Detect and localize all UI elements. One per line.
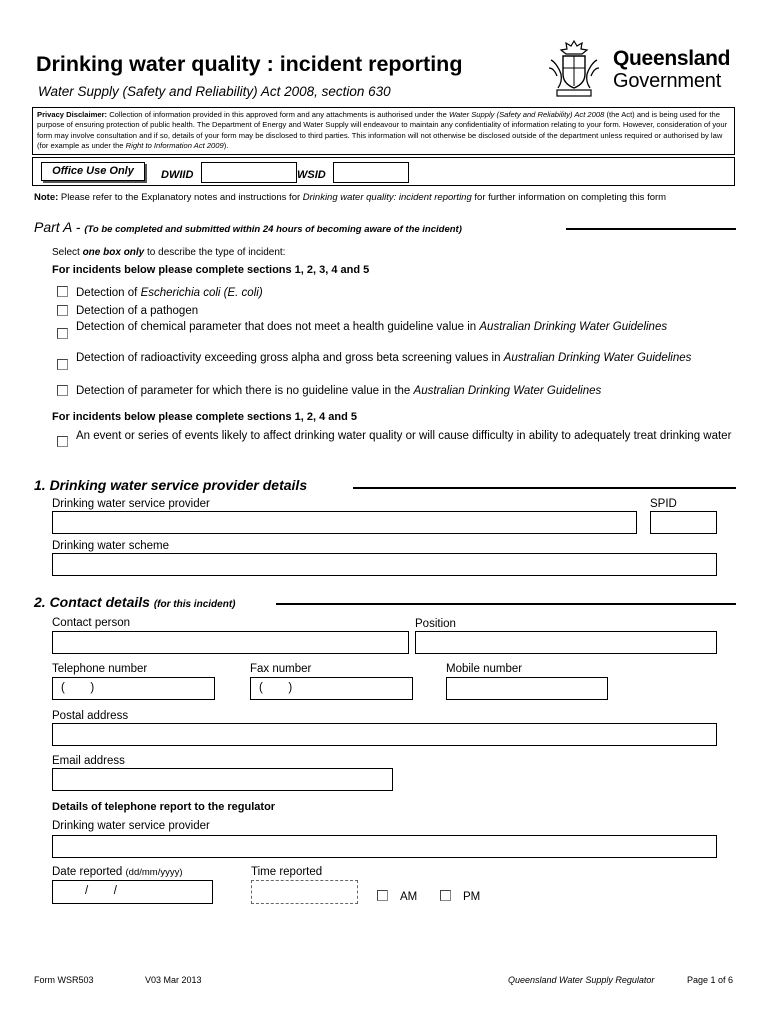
opt3-italic: Australian Drinking Water Guidelines [479, 321, 668, 333]
checkbox-am[interactable] [377, 890, 388, 901]
footer-page: Page 1 of 6 [687, 975, 734, 985]
office-use-panel [32, 157, 735, 186]
opt1-italic: Escherichia coli (E. coli) [140, 287, 263, 299]
opt5-italic: Australian Drinking Water Guidelines [413, 385, 602, 397]
note-text-2: for further information on completing this form [471, 192, 667, 203]
opt5-pre: Detection of parameter for which there is no guideline value in the [76, 385, 414, 397]
date-reported-input[interactable]: / / [52, 880, 213, 904]
office-use-label: Office Use Only [41, 162, 145, 181]
contact-person-input[interactable] [52, 631, 409, 654]
opt4-pre: Detection of radioactivity exceeding gross alpha and gross beta screening values in [76, 352, 504, 364]
note-label: Note: [34, 192, 59, 203]
section-2-heading [34, 594, 235, 610]
time-reported-label: Time reported [251, 866, 323, 878]
select-instruction [52, 247, 285, 258]
queensland-government-logo [543, 38, 743, 100]
dwiid-label: DWIID [161, 169, 194, 181]
part-a-desc: (To be completed and submitted within 24 hours of becoming aware of the incident) [84, 224, 462, 235]
wsid-label: WSID [297, 169, 326, 181]
email-input[interactable] [52, 768, 393, 791]
option-ecoli [76, 286, 736, 301]
checkbox-pathogen[interactable] [57, 305, 68, 316]
select-pre: Select [52, 247, 83, 258]
dwiid-field[interactable] [201, 162, 297, 183]
coat-of-arms-icon [543, 38, 605, 100]
time-reported-input[interactable] [251, 880, 358, 904]
position-label: Position [415, 618, 456, 630]
telephone-label: Telephone number [52, 663, 148, 675]
section-2-title: 2. Contact details [34, 594, 154, 610]
mobile-input[interactable] [446, 677, 608, 700]
wsid-field[interactable] [333, 162, 409, 183]
checkbox-event[interactable] [57, 436, 68, 447]
checkbox-radioactivity[interactable] [57, 359, 68, 370]
section-1-rule [353, 487, 736, 489]
opt1-pre: Detection of [76, 287, 141, 299]
postal-input[interactable] [52, 723, 717, 746]
logo-text-government: Government [613, 70, 722, 92]
opt3-pre: Detection of chemical parameter that does not meet a health guideline value in [76, 321, 480, 333]
privacy-act-2: Right to Information Act 2009 [125, 141, 224, 151]
footer-form-number: Form WSR503 [34, 975, 94, 985]
checkbox-chemical[interactable] [57, 328, 68, 339]
checkbox-pm[interactable] [440, 890, 451, 901]
note-italic: Drinking water quality: incident reporting [302, 192, 472, 203]
date-reported-label [52, 866, 183, 878]
privacy-text-3: ). [223, 141, 229, 151]
spid-input[interactable] [650, 511, 717, 534]
logo-text-queensland: Queensland [613, 47, 731, 70]
scheme-label: Drinking water scheme [52, 540, 169, 552]
fax-label: Fax number [250, 663, 312, 675]
note [34, 192, 666, 203]
contact-person-label: Contact person [52, 617, 130, 629]
report-provider-label: Drinking water service provider [52, 820, 210, 832]
report-provider-input[interactable] [52, 835, 717, 858]
provider-label: Drinking water service provider [52, 498, 210, 510]
telephone-input[interactable]: ( ) [52, 677, 215, 700]
fax-input[interactable]: ( ) [250, 677, 413, 700]
page-title: Drinking water quality : incident reporting [36, 52, 463, 76]
section-1-heading: 1. Drinking water service provider details [34, 477, 308, 493]
position-input[interactable] [415, 631, 717, 654]
group-2-heading: For incidents below please complete sections 1, 2, 4 and 5 [52, 411, 358, 423]
privacy-act-1: Water Supply (Safety and Reliability) Act 2008 [449, 110, 605, 119]
privacy-disclaimer [32, 107, 735, 155]
postal-label: Postal address [52, 710, 129, 722]
option-no-guideline [76, 384, 736, 399]
scheme-input[interactable] [52, 553, 717, 576]
email-label: Email address [52, 755, 125, 767]
report-heading: Details of telephone report to the regulator [52, 801, 276, 813]
privacy-text-2: (the Act) and is being used for the purpose of ensuring protection of public health. The Department of Energy and Water Supply will endeavour to maintain any confidentiality of information relating to your form. However, consideration of your form may involve consultation and if so, details of your form may be disclosed to third parties. This information will not otherwise be disclosed outside of the department unless required or authorised by law (for example as under the [37, 110, 728, 151]
privacy-text-1: Collection of information provided in this approved form and any attachments is authorised under the [107, 110, 449, 119]
group-1-heading: For incidents below please complete sections 1, 2, 3, 4 and 5 [52, 264, 370, 276]
checkbox-no-guideline[interactable] [57, 385, 68, 396]
section-2-rule [276, 603, 736, 605]
opt4-italic: Australian Drinking Water Guidelines [503, 352, 692, 364]
option-pathogen: Detection of a pathogen [76, 305, 199, 317]
option-radioactivity [76, 351, 736, 366]
date-format-text: (dd/mm/yyyy) [125, 867, 183, 878]
select-post: to describe the type of incident: [144, 247, 286, 258]
part-a-label: Part A - [34, 219, 85, 235]
section-2-title-small: (for this incident) [153, 599, 236, 610]
privacy-label: Privacy Disclaimer: [37, 110, 108, 119]
spid-label: SPID [650, 498, 677, 510]
footer-version: V03 Mar 2013 [145, 975, 202, 985]
page-subtitle: Water Supply (Safety and Reliability) Act 2008, section 630 [38, 84, 391, 99]
select-bold: one box only [82, 247, 145, 258]
mobile-label: Mobile number [446, 663, 523, 675]
checkbox-ecoli[interactable] [57, 286, 68, 297]
option-event: An event or series of events likely to affect drinking water quality or will cause difficulty in ability to adequately treat drinking water [76, 430, 732, 442]
pm-label: PM [463, 891, 481, 903]
footer-regulator: Queensland Water Supply Regulator [508, 975, 655, 985]
part-a-heading [34, 219, 462, 235]
part-a-rule [566, 228, 736, 230]
am-label: AM [400, 891, 418, 903]
date-reported-text: Date reported [52, 866, 126, 878]
note-text: Please refer to the Explanatory notes and instructions for [58, 192, 303, 203]
provider-input[interactable] [52, 511, 637, 534]
option-chemical [76, 320, 736, 335]
